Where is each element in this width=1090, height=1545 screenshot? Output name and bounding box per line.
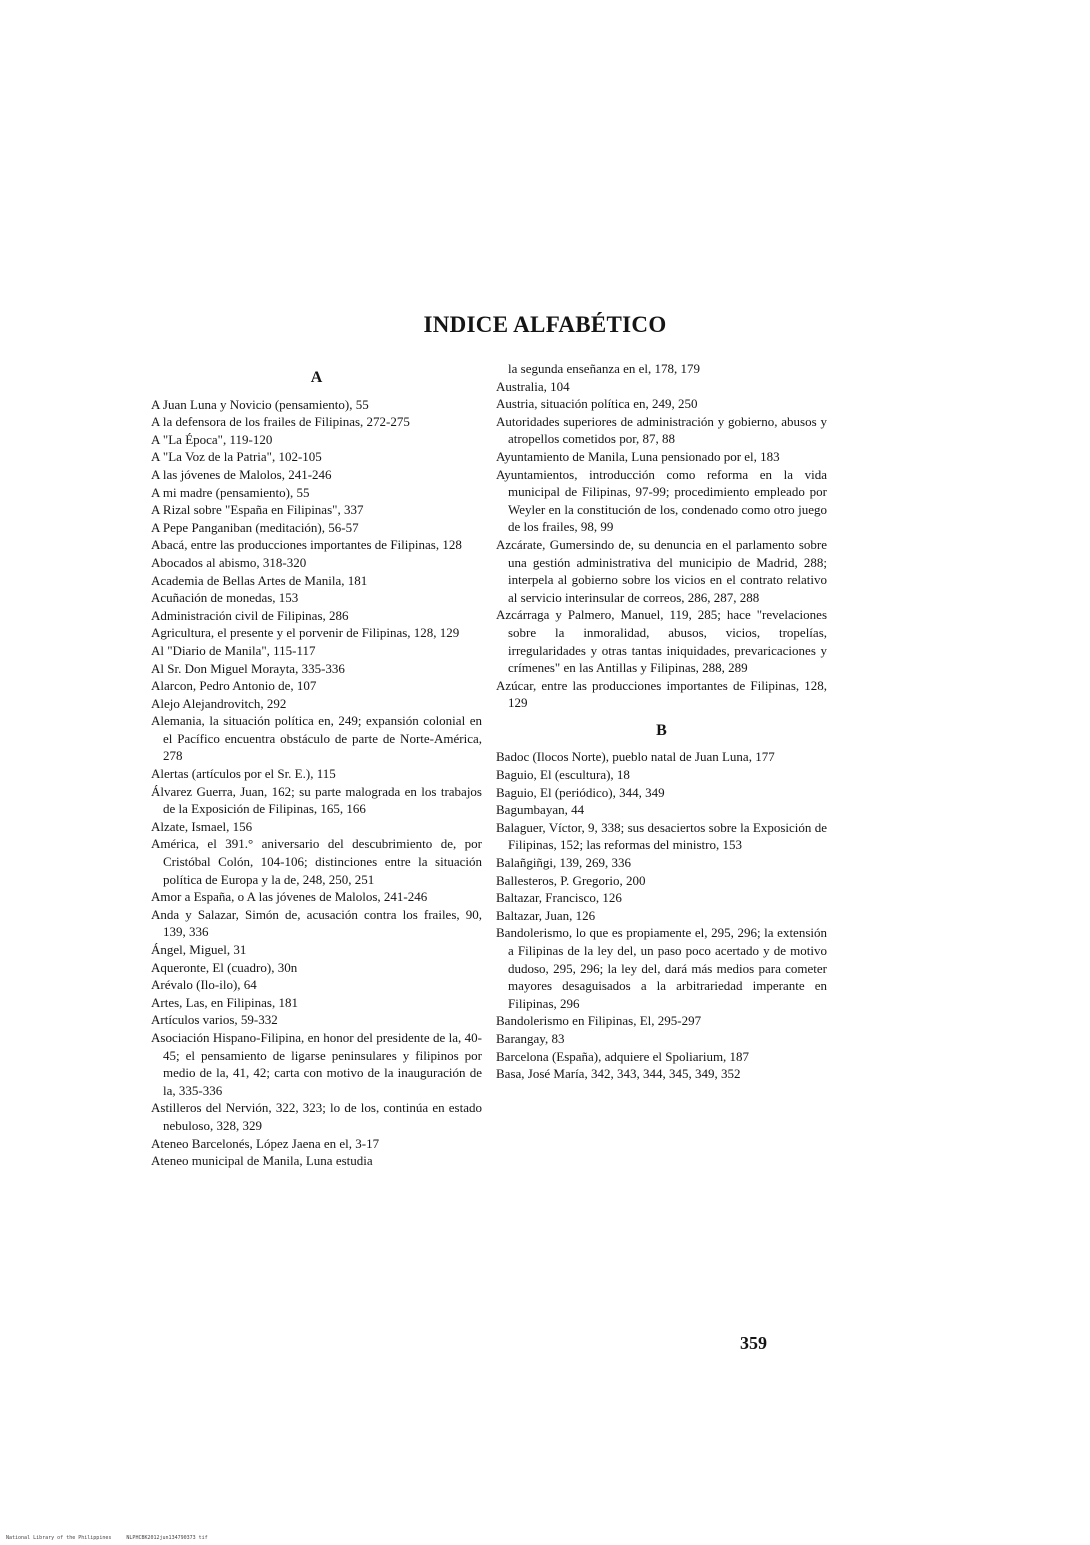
index-entry: Abacá, entre las producciones importantes de Filipinas, 128	[151, 537, 462, 553]
index-entry: Alertas (artículos por el Sr. E.), 115	[151, 766, 336, 782]
index-entry: A la defensora de los frailes de Filipinas, 272-275	[151, 414, 410, 430]
index-entry: A "La Voz de la Patria", 102-105	[151, 449, 322, 465]
entry-list-right-b	[496, 748, 827, 1082]
index-entry: Baguio, El (periódico), 344, 349	[496, 784, 665, 800]
index-entry: Al "Diario de Manila", 115-117	[151, 642, 316, 658]
index-entry: Asociación Hispano-Filipina, en honor del presidente de la, 40-45; el pensamiento de ligarse peninsulares y filipinos por medio de la, 41, 42; carta con motivo de la inauguración de la, 335-336	[151, 1029, 482, 1098]
index-entry: Ángel, Miguel, 31	[151, 942, 247, 957]
index-entry: Baltazar, Juan, 126	[496, 907, 596, 923]
index-entry: Alzate, Ismael, 156	[151, 818, 253, 834]
index-entry: Astilleros del Nervión, 322, 323; lo de los, continúa en estado nebuloso, 328, 329	[151, 1100, 482, 1133]
index-entry: Azúcar, entre las producciones importantes de Filipinas, 128, 129	[496, 677, 827, 711]
entry-list-left	[151, 396, 482, 1170]
index-entry: Bagumbayan, 44	[496, 802, 585, 818]
index-entry: Bandolerismo en Filipinas, El, 295-297	[496, 1013, 702, 1029]
index-entry: A mi madre (pensamiento), 55	[151, 484, 310, 500]
index-entry: Álvarez Guerra, Juan, 162; su parte malograda en los trabajos de la Exposición de Filipinas, 165, 166	[151, 783, 482, 817]
index-entry: Alejo Alejandrovitch, 292	[151, 695, 287, 711]
index-entry: Autoridades superiores de administración y gobierno, abusos y atropellos cometidos por, 87, 88	[496, 413, 827, 447]
index-entry: Bandolerismo, lo que es propiamente el, 295, 296; la extensión a Filipinas de la ley del, un paso poco acertado y de motivo dudoso, 295, 296; la ley del, dará más medios para cometer mayores desaguisados a la arbitrariedad imperante en Filipinas, 296	[496, 925, 827, 1011]
index-entry: Barangay, 83	[496, 1030, 565, 1046]
index-entry: Al Sr. Don Miguel Morayta, 335-336	[151, 660, 345, 676]
index-entry: la segunda enseñanza en el, 178, 179	[508, 361, 701, 376]
letter-heading-b: B	[656, 721, 667, 739]
index-entry: Ayuntamientos, introducción como reforma en la vida municipal de Filipinas, 97-99; procedimiento empleado por Weyler en la constitución de los, condenado como otro juego de los frailes, 98, 99	[496, 466, 827, 535]
index-entry: Balaguer, Víctor, 9, 338; sus desaciertos sobre la Exposición de Filipinas, 152; las reformas del ministro, 153	[496, 819, 827, 853]
index-entry: Balañgiñgi, 139, 269, 336	[496, 855, 632, 871]
index-entry: A Pepe Panganiban (meditación), 56-57	[151, 519, 359, 535]
index-entry: Alarcon, Pedro Antonio de, 107	[151, 678, 317, 694]
index-entry: A "La Época", 119-120	[151, 431, 273, 447]
index-entry: A Juan Luna y Novicio (pensamiento), 55	[151, 396, 369, 412]
index-entry: Baltazar, Francisco, 126	[496, 890, 622, 906]
index-entry: Baguio, El (escultura), 18	[496, 767, 630, 783]
page-title: INDICE ALFABÉTICO	[423, 312, 667, 337]
index-column-left	[151, 366, 482, 1170]
index-entry: Abocados al abismo, 318-320	[151, 554, 307, 570]
index-entry: Artículos varios, 59-332	[151, 1012, 278, 1028]
index-entry: Ateneo municipal de Manila, Luna estudia	[151, 1153, 373, 1169]
letter-heading-a: A	[310, 369, 323, 386]
index-entry: Aqueronte, El (cuadro), 30n	[151, 959, 298, 975]
index-entry: Austria, situación política en, 249, 250	[496, 396, 698, 412]
index-entry: Ateneo Barcelonés, López Jaena en el, 3-17	[151, 1135, 380, 1151]
index-entry: Alemania, la situación política en, 249; expansión colonial en el Pacífico encuentra obstáculo de parte de Norte-América, 278	[151, 713, 482, 764]
scan-footer: National Library of the Philippines NLPHCBK2012jun134790373 tif	[6, 1535, 208, 1541]
index-entry: Academia de Bellas Artes de Manila, 181	[151, 572, 368, 588]
index-entry: Azcárraga y Palmero, Manuel, 119, 285; hace "revelaciones sobre la inmoralidad, abusos, vicios, tropelías, irregularidades y otras tantas iniquidades, prevaricaciones y crímenes" en las Antillas y Filipinas, 288, 289	[496, 607, 827, 676]
index-entry: A Rizal sobre "España en Filipinas", 337	[151, 502, 364, 518]
entry-list-right-a	[496, 360, 827, 712]
index-entry: América, el 391.° aniversario del descubrimiento de, por Cristóbal Colón, 104-106; distinciones entre la situación política de Europa y la de, 248, 250, 251	[151, 836, 482, 887]
index-entry: Acuñación de monedas, 153	[151, 590, 299, 606]
index-column-right	[496, 360, 827, 1083]
index-entry: Amor a España, o A las jóvenes de Malolos, 241-246	[151, 889, 428, 905]
index-entry: Azcárate, Gumersindo de, su denuncia en el parlamento sobre una gestión administrativa del municipio de Madrid, 288; interpela al gobierno sobre los vicios en el contrato relativo al servicio interinsular de correos, 286, 287, 288	[496, 536, 827, 605]
index-entry: Australia, 104	[496, 378, 570, 394]
page-number: 359	[740, 1333, 767, 1353]
index-entry: Administración civil de Filipinas, 286	[151, 607, 349, 623]
index-entry: Agricultura, el presente y el porvenir de Filipinas, 128, 129	[151, 625, 460, 641]
index-entry: Anda y Salazar, Simón de, acusación contra los frailes, 90, 139, 336	[151, 906, 482, 940]
index-entry: Barcelona (España), adquiere el Spoliarium, 187	[496, 1048, 750, 1064]
index-entry: A las jóvenes de Malolos, 241-246	[151, 466, 332, 482]
index-entry: Artes, Las, en Filipinas, 181	[151, 994, 298, 1010]
index-entry: Ballesteros, P. Gregorio, 200	[496, 872, 646, 888]
index-entry: Ayuntamiento de Manila, Luna pensionado por el, 183	[496, 448, 780, 464]
index-entry: Basa, José María, 342, 343, 344, 345, 349, 352	[496, 1066, 741, 1082]
index-entry: Arévalo (Ilo-ilo), 64	[151, 977, 257, 993]
index-entry: Badoc (Ilocos Norte), pueblo natal de Juan Luna, 177	[496, 749, 775, 765]
